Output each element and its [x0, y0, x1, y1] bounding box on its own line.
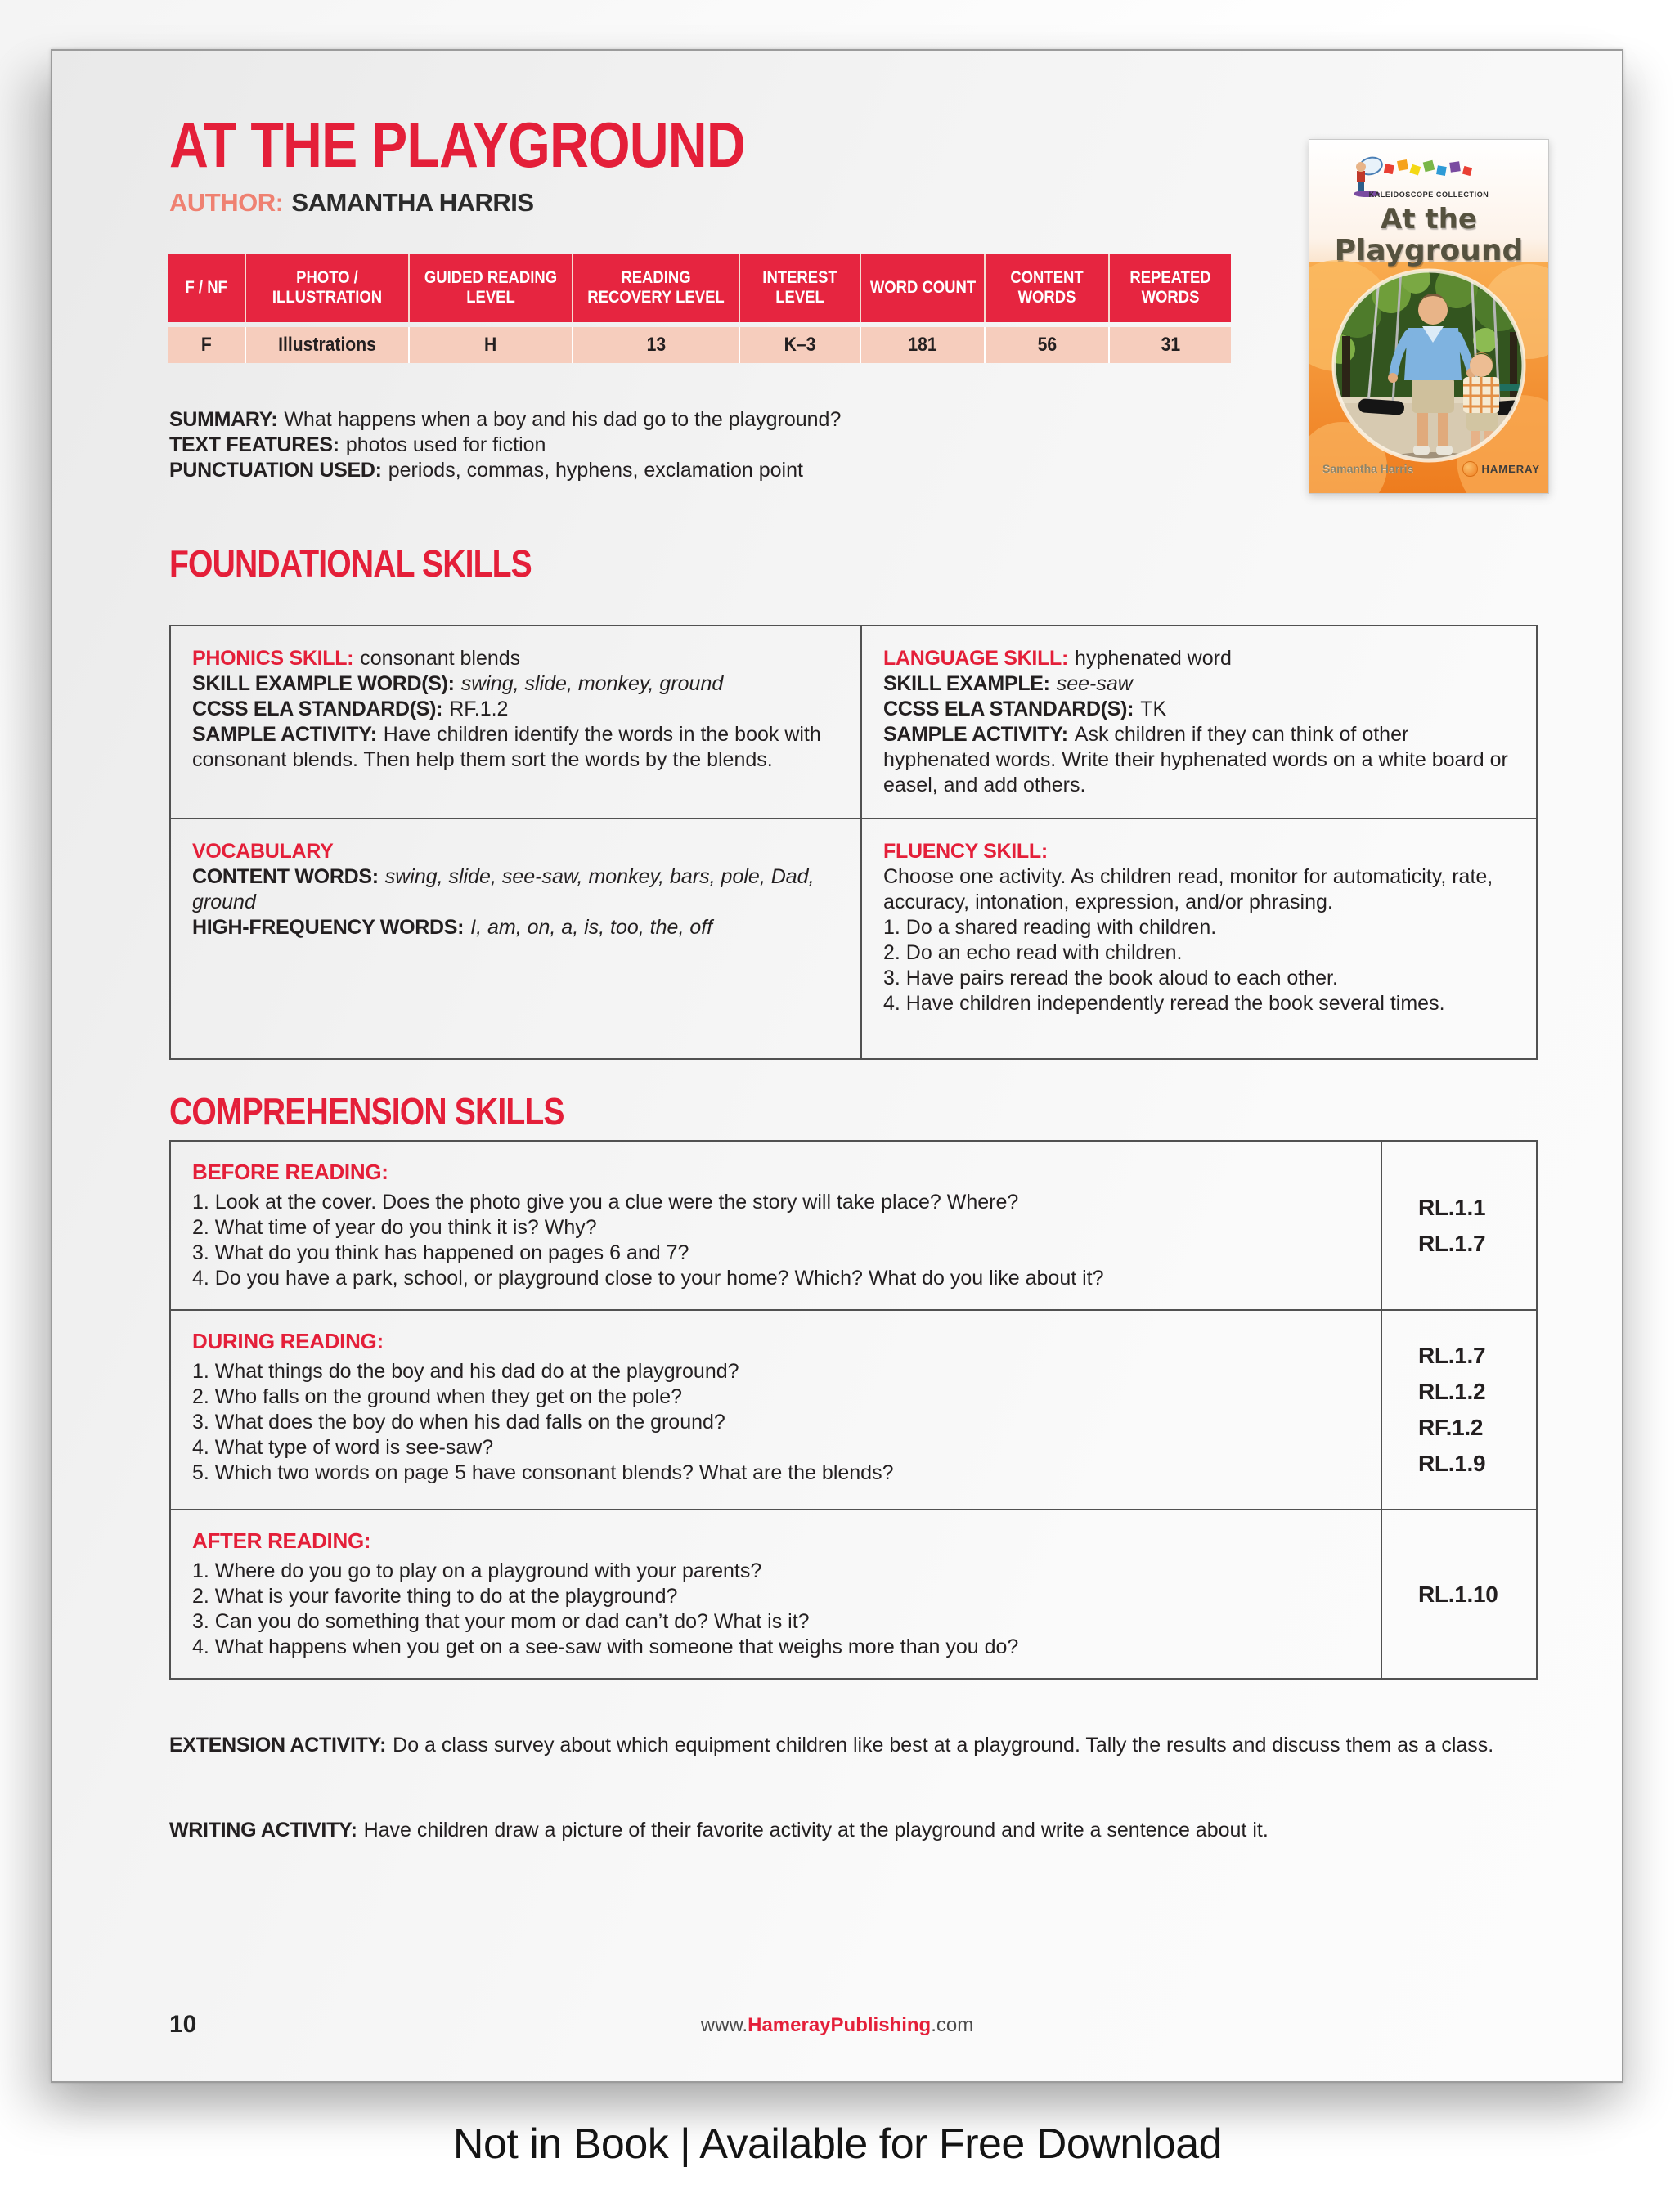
standards-codes [1382, 1510, 1536, 1678]
foundational-skills-table [169, 625, 1538, 1060]
summary-block [169, 407, 1249, 483]
extension-activity [169, 1732, 1538, 1758]
question: 1. Where do you go to play on a playground with your parents? [192, 1559, 762, 1582]
vocabulary-heading: VOCABULARY [192, 840, 334, 863]
header-label: WORD COUNT [869, 277, 976, 297]
writing-activity-text: Have children draw a picture of their favorite activity at the playground and write a sentence about it. [363, 1819, 1269, 1842]
ccss-value: TK [1140, 698, 1167, 720]
header-label: INTEREST LEVEL [762, 267, 838, 307]
header-label: READING RECOVERY LEVEL [587, 267, 725, 307]
example-words: see-saw [1056, 672, 1133, 695]
punctuation-label: PUNCTUATION USED: [169, 459, 382, 482]
language-cell [862, 626, 1536, 818]
stats-value-cell [246, 327, 410, 363]
writing-activity-label: WRITING ACTIVITY: [169, 1819, 357, 1842]
ccss-value: RF.1.2 [449, 698, 509, 720]
fluency-item: 1. Do a shared reading with children. [883, 916, 1217, 939]
stats-header-cell [861, 254, 986, 322]
before-reading-questions [171, 1142, 1382, 1309]
ccss-code: RL.1.7 [1418, 1343, 1486, 1368]
extension-activity-label: EXTENSION ACTIVITY: [169, 1734, 387, 1757]
summary-line [169, 407, 1249, 433]
ccss-code: RL.1.1 [1418, 1194, 1486, 1220]
stats-header-cell [410, 254, 573, 322]
ccss-label: CCSS ELA STANDARD(S): [192, 698, 443, 720]
ccss-code: RL.1.9 [1418, 1451, 1486, 1476]
stats-value-row [168, 327, 1231, 363]
stats-header-cell [246, 254, 410, 322]
extension-activity-text: Do a class survey about which equipment children like best at a playground. Tally the results and discuss them as a class. [393, 1734, 1494, 1757]
ccss-code: RL.1.7 [1418, 1230, 1486, 1256]
phonics-label: PHONICS SKILL: [192, 647, 354, 670]
question: 4. What type of word is see-saw? [192, 1436, 494, 1459]
stats-header-row [168, 254, 1231, 322]
standards-codes [1382, 1142, 1536, 1309]
question: 5. Which two words on page 5 have consonant blends? What are the blends? [192, 1461, 894, 1484]
question: 3. Can you do something that your mom or dad can’t do? What is it? [192, 1610, 810, 1633]
stat-value: F [200, 334, 212, 356]
example-words: swing, slide, monkey, ground [460, 672, 724, 695]
author-label: AUTHOR: [169, 188, 284, 217]
summary-text: What happens when a boy and his dad go to the playground? [284, 408, 842, 431]
stats-value-cell [168, 327, 246, 363]
question: 1. Look at the cover. Does the photo give you a clue were the story will take place? Where? [192, 1191, 1019, 1214]
fluency-heading: FLUENCY SKILL: [883, 840, 1048, 863]
header-label: GUIDED READING LEVEL [424, 267, 558, 307]
stats-value-cell [573, 327, 740, 363]
book-cover [1309, 139, 1549, 494]
stats-header-cell [740, 254, 861, 322]
stat-value: 31 [1161, 334, 1180, 356]
question: 2. What time of year do you think it is? Why? [192, 1216, 597, 1239]
hameray-logo-icon [1462, 461, 1478, 477]
after-reading-row [171, 1510, 1536, 1678]
stats-header-cell [573, 254, 740, 322]
stats-value-cell [410, 327, 573, 363]
punctuation-line [169, 458, 1249, 483]
vocabulary-cell [171, 819, 862, 1058]
header-label: CONTENT WORDS [1010, 267, 1084, 307]
fluency-intro: Choose one activity. As children read, monitor for automaticity, rate, accuracy, intonation, expression, and/or phrasing. [883, 865, 1493, 913]
header-label: REPEATED WORDS [1129, 267, 1211, 307]
language-label: LANGUAGE SKILL: [883, 647, 1069, 670]
punctuation-text: periods, commas, hyphens, exclamation point [388, 459, 803, 482]
stats-value-cell [986, 327, 1110, 363]
ccss-code: RL.1.10 [1418, 1581, 1498, 1607]
url-brand: HamerayPublishing [748, 2014, 932, 2036]
cover-title-line1: At the [1381, 203, 1477, 236]
fluency-list [883, 915, 1515, 1016]
during-reading-row [171, 1311, 1536, 1510]
stats-header-cell [1110, 254, 1231, 322]
standards-codes [1382, 1311, 1536, 1509]
page-number: 10 [169, 2011, 197, 2038]
text-features-text: photos used for fiction [345, 433, 546, 456]
question-list [192, 1559, 1359, 1660]
stat-value: 56 [1037, 334, 1057, 356]
stats-header-cell [986, 254, 1110, 322]
phonics-cell [171, 626, 862, 818]
sample-activity-label: SAMPLE ACTIVITY: [883, 723, 1068, 746]
header-label: F / NF [185, 277, 227, 297]
during-reading-questions [171, 1311, 1382, 1509]
stats-value-cell [861, 327, 986, 363]
page-title: AT THE PLAYGROUND [169, 109, 745, 181]
teacher-guide-page [51, 49, 1623, 2083]
stats-header-cell [168, 254, 246, 322]
question: 2. Who falls on the ground when they get on the pole? [192, 1385, 683, 1408]
author-line [169, 188, 534, 218]
header-label: PHOTO / ILLUSTRATION [272, 267, 383, 307]
question: 1. What things do the boy and his dad do at the playground? [192, 1360, 739, 1383]
high-frequency-label: HIGH-FREQUENCY WORDS: [192, 916, 465, 939]
ccss-label: CCSS ELA STANDARD(S): [883, 698, 1134, 720]
question-list [192, 1359, 1359, 1486]
stat-value: K–3 [784, 334, 816, 356]
question: 4. What happens when you get on a see-saw with someone that weighs more than you do? [192, 1635, 1019, 1658]
stat-value: 13 [646, 334, 666, 356]
sample-activity-label: SAMPLE ACTIVITY: [192, 723, 377, 746]
after-reading-questions [171, 1510, 1382, 1678]
publisher-logo [1462, 461, 1540, 477]
stats-value-cell [1110, 327, 1231, 363]
cover-title-line2: Playground [1334, 234, 1524, 267]
url-com: .com [931, 2014, 974, 2036]
text-features-line [169, 433, 1249, 458]
url-www: www. [700, 2014, 748, 2036]
high-frequency-words: I, am, on, a, is, too, the, off [470, 916, 713, 939]
question: 3. What do you think has happened on pages 6 and 7? [192, 1241, 689, 1264]
cover-author: Samantha Harris [1322, 462, 1414, 475]
book-stats-table [168, 254, 1231, 363]
phonics-value: consonant blends [360, 647, 521, 670]
after-reading-title: AFTER READING: [192, 1528, 371, 1553]
content-words-label: CONTENT WORDS: [192, 865, 379, 888]
summary-label: SUMMARY: [169, 408, 278, 431]
question: 4. Do you have a park, school, or playground close to your home? Which? What do you like about it? [192, 1267, 1104, 1290]
collection-name: KALEIDOSCOPE COLLECTION [1368, 191, 1489, 199]
download-caption: Not in Book | Available for Free Download [452, 2120, 1223, 2168]
ccss-code: RF.1.2 [1418, 1415, 1484, 1440]
stat-value: 181 [908, 334, 937, 356]
fluency-item: 2. Do an echo read with children. [883, 941, 1183, 964]
language-value: hyphenated word [1075, 647, 1232, 670]
question: 2. What is your favorite thing to do at the playground? [192, 1585, 678, 1608]
sample-activity-text: Ask children if they can think of other hyphenated words. Write their hyphenated words on a white board or easel, and add others. [883, 723, 1508, 796]
stat-value: Illustrations [278, 334, 376, 356]
comprehension-skills-table [169, 1140, 1538, 1680]
foundational-skills-heading: FOUNDATIONAL SKILLS [169, 542, 532, 585]
text-features-label: TEXT FEATURES: [169, 433, 339, 456]
sample-activity-text: Have children identify the words in the book with consonant blends. Then help them sort the words by the blends. [192, 723, 821, 771]
cover-title [1309, 204, 1548, 267]
question: 3. What does the boy do when his dad falls on the ground? [192, 1411, 725, 1434]
fluency-item: 4. Have children independently reread the book several times. [883, 992, 1445, 1015]
before-reading-row [171, 1142, 1536, 1311]
publisher-name: HAMERAY [1481, 463, 1540, 475]
writing-activity [169, 1817, 1538, 1843]
ccss-code: RL.1.2 [1418, 1379, 1486, 1404]
stat-value: H [484, 334, 497, 356]
example-label: SKILL EXAMPLE WORD(S): [192, 672, 455, 695]
content-words: swing, slide, see-saw, monkey, bars, pole, Dad, ground [192, 865, 815, 913]
example-label: SKILL EXAMPLE: [883, 672, 1050, 695]
question-list [192, 1190, 1359, 1291]
during-reading-title: DURING READING: [192, 1329, 384, 1353]
comprehension-skills-heading: COMPREHENSION SKILLS [169, 1090, 564, 1133]
fluency-item: 3. Have pairs reread the book aloud to each other. [883, 967, 1338, 989]
fluency-cell [862, 819, 1536, 1058]
author-name: SAMANTHA HARRIS [291, 188, 534, 217]
before-reading-title: BEFORE READING: [192, 1160, 388, 1184]
stats-value-cell [740, 327, 861, 363]
publisher-url [52, 2014, 1622, 2037]
